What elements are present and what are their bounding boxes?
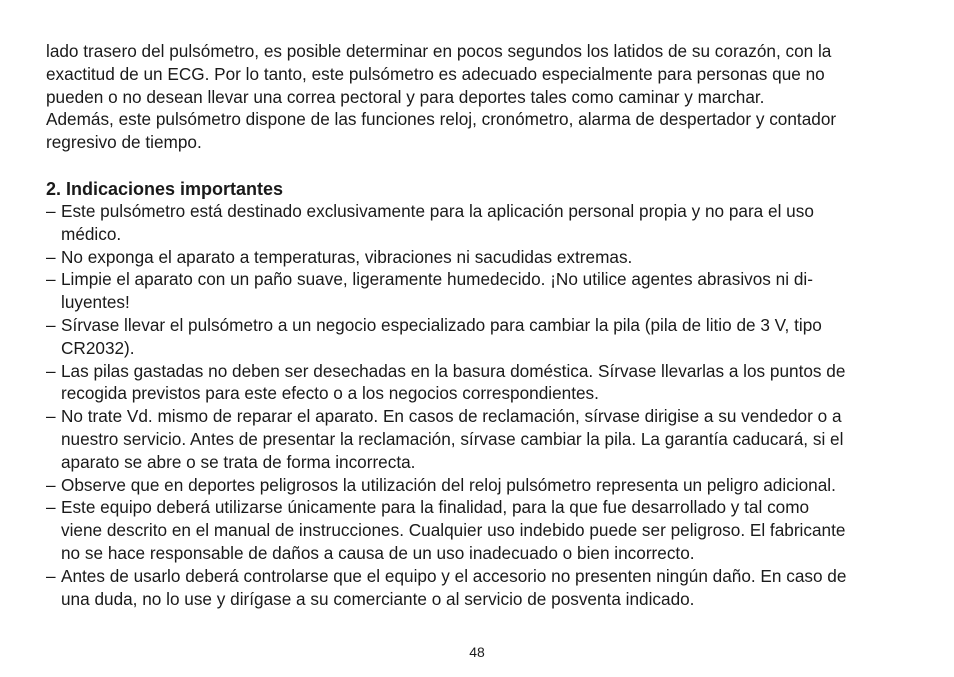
intro-line: pueden o no desean llevar una correa pectoral y para deportes tales como caminar y marchar. — [46, 86, 765, 107]
list-item-line: Limpie el aparato con un paño suave, ligeramente humedecido. ¡No utilice agentes abrasivos ni di- — [61, 269, 813, 290]
intro-line: regresivo de tiempo. — [46, 132, 202, 153]
list-item-line: Observe que en deportes peligrosos la utilización del reloj pulsómetro representa un peligro adicional. — [61, 474, 836, 495]
list-item — [46, 200, 914, 246]
intro-paragraph — [46, 40, 914, 154]
list-item-line: no se hace responsable de daños a causa de un uso inadecuado o bien incorrecto. — [61, 542, 695, 563]
bullet-dash: – — [46, 314, 56, 335]
list-item-line: CR2032). — [61, 337, 135, 358]
list-item — [46, 496, 914, 564]
list-item-line: No exponga el aparato a temperaturas, vibraciones ni sacudidas extremas. — [61, 246, 633, 267]
list-item — [46, 405, 914, 473]
list-item-line: Este equipo deberá utilizarse únicamente para la finalidad, para la que fue desarrollado y tal como — [61, 497, 810, 518]
bullet-dash: – — [46, 474, 56, 495]
list-item-line: viene descrito en el manual de instrucciones. Cualquier uso indebido puede ser peligroso. El fabricante — [61, 520, 846, 541]
list-item — [46, 474, 914, 497]
bullet-dash: – — [46, 565, 56, 586]
list-item — [46, 360, 914, 406]
list-item-line: Antes de usarlo deberá controlarse que el equipo y el accesorio no presenten ningún daño. En caso de — [61, 565, 847, 586]
bullet-dash: – — [46, 246, 56, 267]
page-number: 48 — [469, 644, 485, 660]
bullet-dash: – — [46, 360, 56, 381]
document-page — [46, 40, 914, 610]
list-item-line: una duda, no lo use y dirígase a su comerciante o al servicio de posventa indicado. — [61, 588, 695, 609]
list-item — [46, 565, 914, 611]
list-item-line: luyentes! — [61, 292, 130, 313]
list-item — [46, 314, 914, 360]
section-spacer — [46, 154, 914, 178]
intro-line: Además, este pulsómetro dispone de las funciones reloj, cronómetro, alarma de despertador y contador — [46, 109, 837, 130]
list-item-line: nuestro servicio. Antes de presentar la reclamación, sírvase cambiar la pila. La garantía caducará, si el — [61, 428, 844, 449]
list-item-line: aparato se abre o se trata de forma incorrecta. — [61, 451, 416, 472]
bullet-list — [46, 200, 914, 610]
bullet-dash: – — [46, 200, 56, 221]
list-item-line: Las pilas gastadas no deben ser desechadas en la basura doméstica. Sírvase llevarlas a los puntos de — [61, 360, 846, 381]
intro-line: exactitud de un ECG. Por lo tanto, este pulsómetro es adecuado especialmente para personas que no — [46, 63, 825, 84]
intro-line: lado trasero del pulsómetro, es posible determinar en pocos segundos los latidos de su corazón, con la — [46, 41, 832, 61]
bullet-dash: – — [46, 406, 56, 427]
list-item — [46, 246, 914, 269]
list-item-line: Este pulsómetro está destinado exclusivamente para la aplicación personal propia y no para el uso — [61, 200, 814, 221]
list-item-line: médico. — [61, 223, 122, 244]
bullet-dash: – — [46, 497, 56, 518]
bullet-dash: – — [46, 269, 56, 290]
list-item-line: No trate Vd. mismo de reparar el aparato. En casos de reclamación, sírvase dirigise a su vendedor o a — [61, 406, 842, 427]
list-item — [46, 268, 914, 314]
section-heading: 2. Indicaciones importantes — [46, 178, 284, 199]
list-item-line: Sírvase llevar el pulsómetro a un negocio especializado para cambiar la pila (pila de litio de 3 V, tipo — [61, 314, 822, 335]
list-item-line: recogida previstos para este efecto o a los negocios correspondientes. — [61, 383, 599, 404]
